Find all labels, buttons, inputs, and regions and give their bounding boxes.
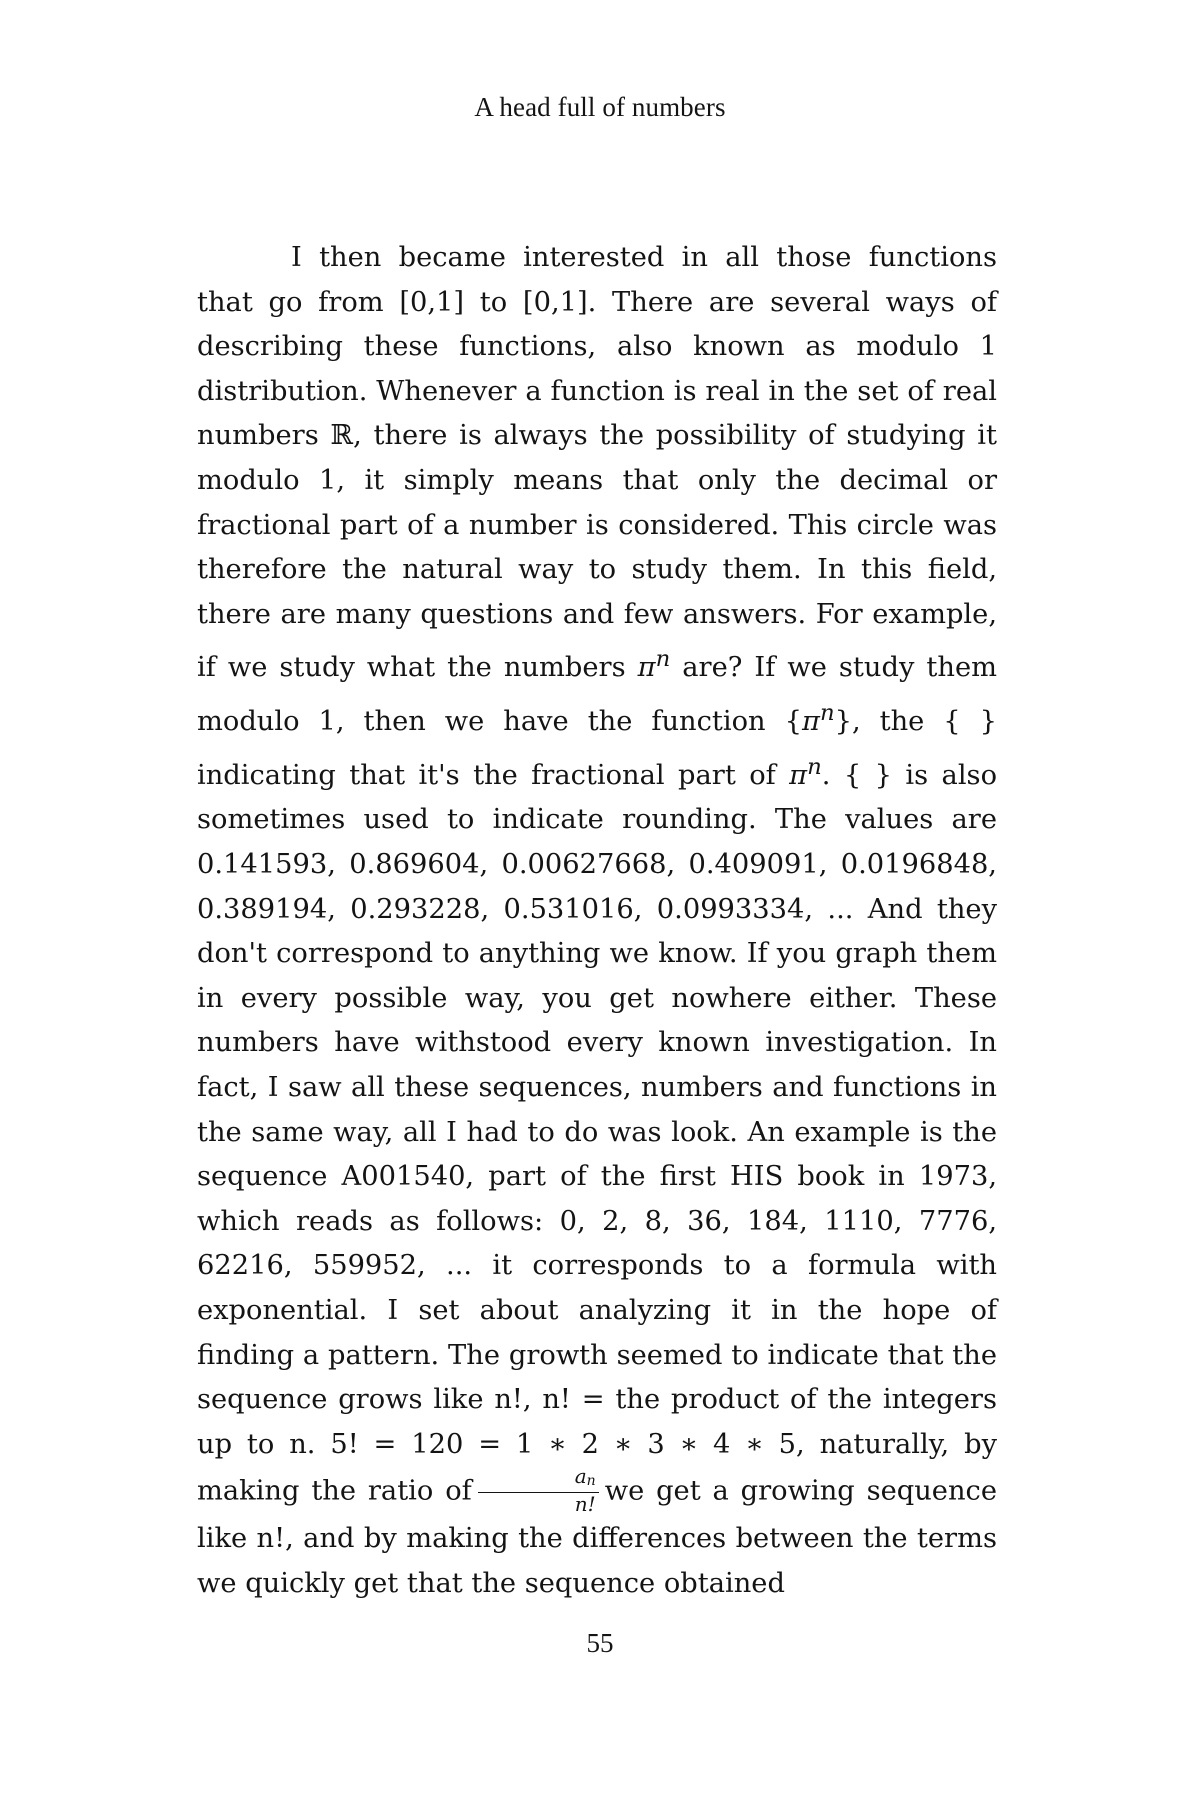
- page-number: 55: [586, 1628, 614, 1658]
- fraction-an-over-nfact: [478, 1465, 599, 1515]
- math-exponent: n: [819, 700, 835, 727]
- text-segment: I then became interested in all those functions that go from [0,1] to [0,1]. There are several ways of describing these functions, also known as modulo 1 distribution. Whenever a function is real in the set of real numbers ℝ, there is always the possibility of studying it modulo 1, it simply means that only the decimal or fractional part of a number is considered. This circle was therefore the natural way to study them. In this field, there are many questions and few answers. For example, if we study what the numbers: [197, 242, 997, 684]
- fraction-numerator: $a_n$: [478, 1465, 599, 1493]
- text-segment: we get a growing sequence like n!, and by making the differences between the terms we quickly get that the sequence obtained: [197, 1475, 997, 1599]
- math-pi: π: [637, 652, 656, 684]
- running-header: A head full of numbers: [474, 92, 726, 122]
- math-exponent: n: [807, 753, 822, 780]
- body-text: [197, 236, 997, 1607]
- math-exponent: n: [655, 646, 671, 673]
- fraction-denominator: n!: [574, 1492, 596, 1517]
- math-pi: π: [789, 759, 808, 791]
- text-segment: . { } is also sometimes used to indicate rounding. The values are 0.141593, 0.869604, 0.00627668, 0.409091, 0.0196848, 0.389194, 0.293228, 0.531016, 0.0993334, ... And they don't correspond to anything we know. If you graph them in every possible way, you get nowhere either. These numbers have withstood every known investigation. In fact, I saw all these sequences, numbers and functions in the same way, all I had to do was look. An example is the sequence A001540, part of the first HIS book in 1973, which reads as follows: 0, 2, 8, 36, 184, 1110, 7776, 62216, 559952, ... it corresponds to a formula with exponential. I set about analyzing it in the hope of finding a pattern. The growth seemed to indicate that the sequence grows like n!, n! = the product of the integers up to n. 5! = 120 = 1 ∗ 2 ∗ 3 ∗ 4 ∗ 5, naturally, by making the ratio of: [197, 759, 998, 1507]
- text-segment: }, the { } indicating that it's the fractional part of: [197, 706, 998, 791]
- text-segment: are? If we study them modulo 1, then we have the function {: [197, 652, 997, 738]
- math-pi: π: [801, 706, 820, 738]
- paragraph: [197, 236, 997, 1607]
